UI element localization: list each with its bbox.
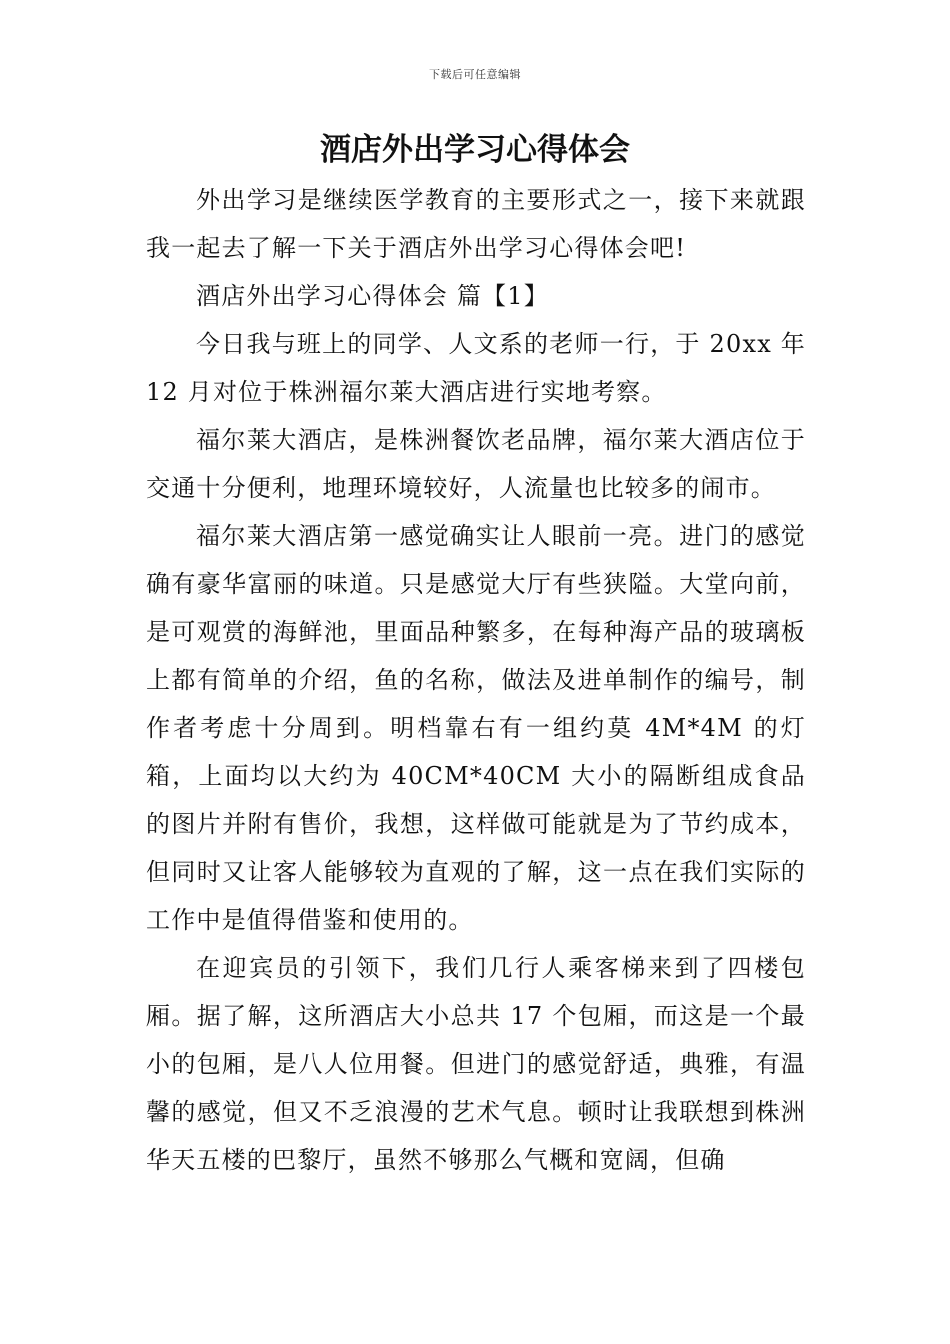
body-paragraph: 福尔莱大酒店，是株洲餐饮老品牌，福尔莱大酒店位于交通十分便利，地理环境较好，人流量也比较多的闹市。 bbox=[146, 426, 806, 502]
body-paragraph: 福尔莱大酒店第一感觉确实让人眼前一亮。进门的感觉确有豪华富丽的味道。只是感觉大厅有些狭隘。大堂向前，是可观赏的海鲜池，里面品种繁多，在每种海产品的玻璃板上都有简单的介绍，鱼的名称，做法及进单制作的编号，制作者考虑十分周到。明档靠右有一组约莫 4M*4M 的灯箱，上面均以大约为 40CM*40CM 大小的隔断组成食品的图片并附有售价，我想，这样做可能就是为了节约成本，但同时又让客人能够较为直观的了解，这一点在我们实际的工作中是值得借鉴和使用的。 bbox=[146, 522, 806, 934]
intro-paragraph: 外出学习是继续医学教育的主要形式之一，接下来就跟我一起去了解一下关于酒店外出学习心得体会吧! bbox=[146, 186, 806, 262]
body-paragraph: 今日我与班上的同学、人文系的老师一行，于 20xx 年12 月对位于株洲福尔莱大酒店进行实地考察。 bbox=[146, 330, 806, 406]
body-paragraph: 在迎宾员的引领下，我们几行人乘客梯来到了四楼包厢。据了解，这所酒店大小总共 17 个包厢，而这是一个最小的包厢，是八人位用餐。但进门的感觉舒适，典雅，有温馨的感觉，但又不乏浪漫的艺术气息。顿时让我联想到株洲华天五楼的巴黎厅，虽然不够那么气概和宽阔，但确 bbox=[146, 954, 806, 1174]
download-note: 下载后可任意编辑 bbox=[429, 68, 521, 81]
document-body bbox=[146, 176, 806, 1184]
section-heading: 酒店外出学习心得体会 篇【1】 bbox=[196, 282, 549, 310]
document-title: 酒店外出学习心得体会 bbox=[320, 132, 630, 168]
